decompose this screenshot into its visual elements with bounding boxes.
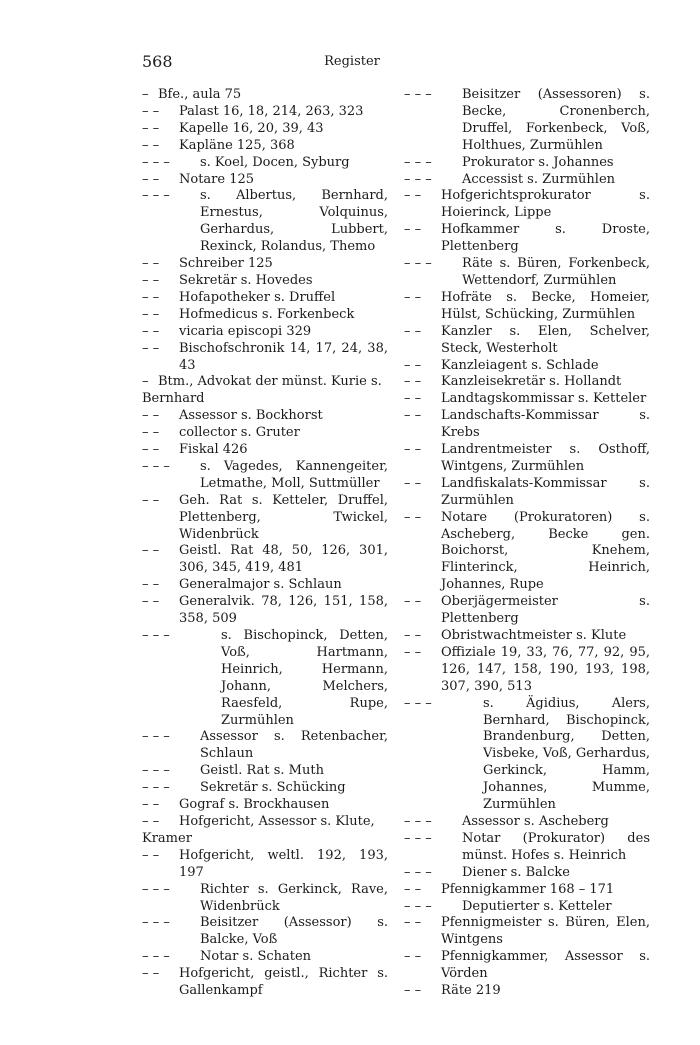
index-entry: [142, 577, 388, 594]
index-entry: [142, 628, 388, 729]
page-number: 568: [142, 52, 173, 71]
entry-text: vicaria episcopi 329: [179, 323, 312, 339]
entry-dashes: – –: [142, 813, 160, 829]
entry-text: Landfiskalats-Kommissar s. Zurmühlen: [441, 475, 650, 508]
entry-text: Accessist s. Zurmühlen: [462, 171, 616, 187]
entry-dashes: – –: [404, 188, 422, 204]
index-entry: [142, 594, 388, 628]
index-entry: [142, 848, 388, 882]
entry-text: Beisitzer (Assessor) s. Balcke, Voß: [200, 915, 388, 948]
entry-dashes: – –: [404, 509, 422, 525]
entry-dashes: – –: [404, 323, 422, 339]
entry-dashes: – –: [404, 357, 422, 373]
entry-text: Räte 219: [441, 983, 501, 999]
entry-text: Kapelle 16, 20, 39, 43: [179, 120, 324, 136]
index-entry: [404, 645, 650, 696]
index-entry: [142, 374, 388, 391]
index-entry: [142, 442, 388, 459]
entry-text: Diener s. Balcke: [462, 864, 570, 880]
running-head: Register: [324, 54, 380, 69]
entry-text: s. Ägidius, Alers, Bernhard, Bischopinck, Brandenburg, Detten, Visbeke, Voß, Gerhardus, Gerkinck, Hamm, Johannes, Mumme, Zurmühlen: [483, 695, 650, 813]
index-entry: [404, 172, 650, 189]
index-entry: [404, 476, 650, 510]
entry-dashes: – – –: [142, 881, 170, 897]
entry-dashes: – – –: [142, 188, 170, 204]
entry-dashes: – – –: [404, 813, 432, 829]
entry-dashes: – – –: [142, 915, 170, 931]
index-entry: [404, 510, 650, 595]
entry-text: Hofmedicus s. Forkenbeck: [179, 306, 355, 322]
entry-dashes: – –: [142, 256, 160, 272]
entry-text: Generalmajor s. Schlaun: [179, 577, 342, 593]
index-entry: [142, 188, 388, 256]
index-entry: [404, 87, 650, 155]
index-entry: [404, 442, 650, 476]
entry-dashes: – – –: [142, 763, 170, 779]
entry-dashes: – –: [404, 475, 422, 491]
index-entry: [404, 814, 650, 831]
index-entry: [404, 882, 650, 899]
entry-text: Beisitzer (Assessoren) s. Becke, Cronenberch, Druffel, Forkenbeck, Voß, Holthues, Zurmühlen: [462, 87, 650, 153]
entry-text: Fiskal 426: [179, 442, 248, 458]
entry-dashes: – – –: [404, 830, 432, 846]
entry-text: Hofgerichtsprokurator s. Hoierinck, Lippe: [441, 188, 650, 221]
index-entry: [142, 493, 388, 544]
entry-dashes: – –: [142, 966, 160, 982]
entry-dashes: –: [142, 374, 149, 390]
entry-dashes: – –: [142, 137, 160, 153]
entry-dashes: – –: [404, 628, 422, 643]
entry-text: Notare (Prokuratoren) s. Ascheberg, Becke gen. Boichorst, Knehem, Flinterinck, Heinrich, Johannes, Rupe: [441, 509, 650, 593]
index-column-left: [142, 87, 388, 1000]
entry-text: Hofgericht, geistl., Richter s. Gallenkampf: [179, 966, 388, 999]
entry-dashes: – –: [142, 577, 160, 593]
entry-text: Räte s. Büren, Forkenbeck, Wettendorf, Zurmühlen: [462, 256, 650, 288]
entry-text: Obristwachtmeister s. Klute: [441, 628, 627, 643]
entry-dashes: – –: [142, 103, 160, 119]
entry-text: s. Bischopinck, Detten, Voß, Hartmann, Heinrich, Hermann, Johann, Melchers, Raesfeld, Rupe, Zurmühlen: [221, 628, 388, 728]
entry-dashes: – –: [142, 425, 160, 441]
index-entry: [142, 256, 388, 273]
entry-text: Geh. Rat s. Ketteler, Druffel, Plettenberg, Twickel, Widenbrück: [179, 492, 388, 542]
index-entry: [404, 899, 650, 916]
entry-text: Hofkammer s. Droste, Plettenberg: [441, 222, 650, 255]
entry-text: Assessor s. Retenbacher, Schlaun: [200, 729, 388, 762]
index-entry: [142, 155, 388, 172]
entry-dashes: – –: [404, 289, 422, 305]
entry-text: Prokurator s. Johannes: [462, 154, 614, 170]
entry-dashes: – –: [142, 340, 160, 356]
entry-text: Pfennigmeister s. Büren, Elen, Wintgens: [441, 915, 650, 948]
entry-dashes: – – –: [404, 898, 432, 914]
entry-dashes: – –: [404, 408, 422, 424]
entry-text: Kanzleiagent s. Schlade: [441, 357, 599, 373]
entry-dashes: – –: [404, 222, 422, 238]
entry-dashes: – –: [404, 391, 422, 407]
entry-text: Notare 125: [179, 171, 255, 187]
index-entry: [404, 358, 650, 375]
entry-dashes: – –: [404, 881, 422, 897]
entry-dashes: – – –: [404, 256, 432, 272]
index-entry: [404, 949, 650, 983]
entry-text: Notar s. Schaten: [200, 949, 312, 965]
index-entry: [404, 696, 650, 814]
entry-text: Bischofschronik 14, 17, 24, 38, 43: [179, 340, 388, 373]
index-entry: [142, 915, 388, 949]
index-entry: [142, 949, 388, 966]
entry-text: Landschafts-Kommissar s. Krebs: [441, 408, 650, 441]
entry-text: Offiziale 19, 33, 76, 77, 92, 95, 126, 147, 158, 190, 193, 198, 307, 390, 513: [441, 644, 650, 694]
index-entry: [142, 543, 388, 577]
index-entry: [142, 797, 388, 814]
entry-dashes: – –: [142, 492, 160, 508]
entry-dashes: – – –: [404, 154, 432, 170]
entry-text: Schreiber 125: [179, 256, 273, 272]
index-entry: [142, 172, 388, 189]
entry-dashes: – – –: [142, 780, 170, 796]
entry-dashes: – – –: [142, 154, 170, 170]
entry-text: Landtagskommissar s. Ketteler: [441, 391, 647, 407]
index-entry: [142, 307, 388, 324]
entry-dashes: – – –: [142, 729, 170, 745]
entry-text: Assessor s. Ascheberg: [462, 813, 609, 829]
entry-text: Hofapotheker s. Druffel: [179, 289, 336, 305]
index-entry: [404, 374, 650, 391]
entry-dashes: – –: [404, 915, 422, 931]
entry-text: Gograf s. Brockhausen: [179, 797, 330, 813]
entry-text: Notar (Prokurator) des münst. Hofes s. Heinrich: [462, 830, 650, 863]
entry-text: s. Koel, Docen, Syburg: [200, 154, 350, 170]
index-entry: [142, 425, 388, 442]
index-entry: [404, 983, 650, 1000]
entry-text: Kanzler s. Elen, Schelver, Steck, Westerholt: [441, 323, 650, 356]
entry-dashes: – –: [142, 120, 160, 136]
index-entry: [142, 341, 388, 375]
index-entry: [404, 222, 650, 256]
entry-dashes: – – –: [142, 949, 170, 965]
entry-dashes: – – –: [142, 458, 170, 474]
entry-dashes: – –: [404, 594, 422, 610]
entry-text: Sekretär s. Hovedes: [179, 272, 313, 288]
index-entry: [404, 324, 650, 358]
entry-text: Btm., Advokat der münst. Kurie s.: [158, 374, 382, 390]
index-entry: [404, 155, 650, 172]
index-entry: [142, 273, 388, 290]
entry-dashes: – –: [142, 847, 160, 863]
entry-text: Pfennigkammer, Assessor s. Vörden: [441, 949, 650, 982]
page-header: [142, 52, 562, 72]
index-entry: [142, 121, 388, 138]
index-entry: [404, 628, 650, 645]
entry-text: Palast 16, 18, 214, 263, 323: [179, 103, 364, 119]
entry-dashes: – –: [404, 949, 422, 965]
entry-dashes: – – –: [404, 695, 432, 711]
entry-dashes: – –: [142, 171, 160, 187]
index-entry: [404, 408, 650, 442]
index-entry: [142, 729, 388, 763]
entry-dashes: – – –: [404, 171, 432, 187]
index-entry: [404, 594, 650, 628]
index-entry: [142, 408, 388, 425]
index-entry: [142, 87, 388, 104]
index-entry: [404, 290, 650, 324]
entry-text: Landrentmeister s. Osthoff, Wintgens, Zurmühlen: [441, 442, 650, 474]
entry-dashes: – –: [142, 408, 160, 424]
entry-text: Oberjägermeister s. Plettenberg: [441, 594, 650, 627]
entry-dashes: – –: [142, 442, 160, 458]
index-entry: [142, 882, 388, 916]
entry-text: Geistl. Rat 48, 50, 126, 301, 306, 345, 419, 481: [179, 543, 388, 576]
entry-text: Kapläne 125, 368: [179, 137, 295, 153]
entry-dashes: – –: [142, 543, 160, 559]
index-column-right: [404, 87, 650, 1000]
index-entry: [142, 763, 388, 780]
index-entry: [404, 831, 650, 865]
entry-text: Hofgericht, Assessor s. Klute,: [179, 813, 375, 829]
entry-text: Geistl. Rat s. Muth: [200, 763, 324, 779]
entry-text: Assessor s. Bockhorst: [179, 408, 323, 424]
entry-dashes: – –: [404, 983, 422, 999]
entry-dashes: – –: [142, 594, 160, 610]
index-entry: [404, 256, 650, 290]
entry-dashes: – – –: [404, 864, 432, 880]
entry-dashes: – –: [142, 272, 160, 288]
index-entry: [142, 459, 388, 493]
entry-text: Hofgericht, weltl. 192, 193, 197: [179, 847, 388, 880]
entry-dashes: – –: [404, 644, 422, 660]
entry-text: Richter s. Gerkinck, Rave, Widenbrück: [200, 881, 388, 914]
entry-dashes: – –: [142, 323, 160, 339]
entry-text: Sekretär s. Schücking: [200, 780, 346, 796]
entry-dashes: – – –: [404, 87, 432, 102]
entry-text: Generalvik. 78, 126, 151, 158, 358, 509: [179, 594, 388, 627]
entry-text: Kanzleisekretär s. Hollandt: [441, 374, 622, 390]
index-entry: [142, 324, 388, 341]
entry-continuation: Kramer: [142, 830, 192, 846]
entry-dashes: –: [142, 87, 149, 102]
entry-text: s. Vagedes, Kannengeiter, Letmathe, Moll, Suttmüller: [200, 458, 388, 491]
entry-text: Bfe., aula 75: [158, 87, 242, 102]
index-entry: [142, 138, 388, 155]
index-entry: [404, 915, 650, 949]
entry-dashes: – –: [404, 442, 422, 458]
entry-text: s. Albertus, Bernhard, Ernestus, Volquinus, Gerhardus, Lubbert, Rexinck, Rolandus, Themo: [200, 188, 388, 255]
index-entry: [142, 966, 388, 1000]
index-entry: [404, 391, 650, 408]
entry-text: Hofräte s. Becke, Homeier, Hülst, Schücking, Zurmühlen: [441, 289, 650, 322]
index-entry: [142, 780, 388, 797]
entry-dashes: – – –: [142, 628, 170, 643]
entry-text: collector s. Gruter: [179, 425, 300, 441]
index-entry: [142, 104, 388, 121]
index-entry: [142, 814, 388, 831]
index-entry: [404, 865, 650, 882]
index-entry: [142, 290, 388, 307]
entry-text: Deputierter s. Ketteler: [462, 898, 612, 914]
entry-dashes: – –: [404, 374, 422, 390]
index-entry: [404, 188, 650, 222]
entry-dashes: – –: [142, 306, 160, 322]
entry-dashes: – –: [142, 289, 160, 305]
entry-dashes: – –: [142, 797, 160, 813]
entry-text: Pfennigkammer 168 – 171: [441, 881, 615, 897]
entry-continuation: Bernhard: [142, 391, 205, 407]
